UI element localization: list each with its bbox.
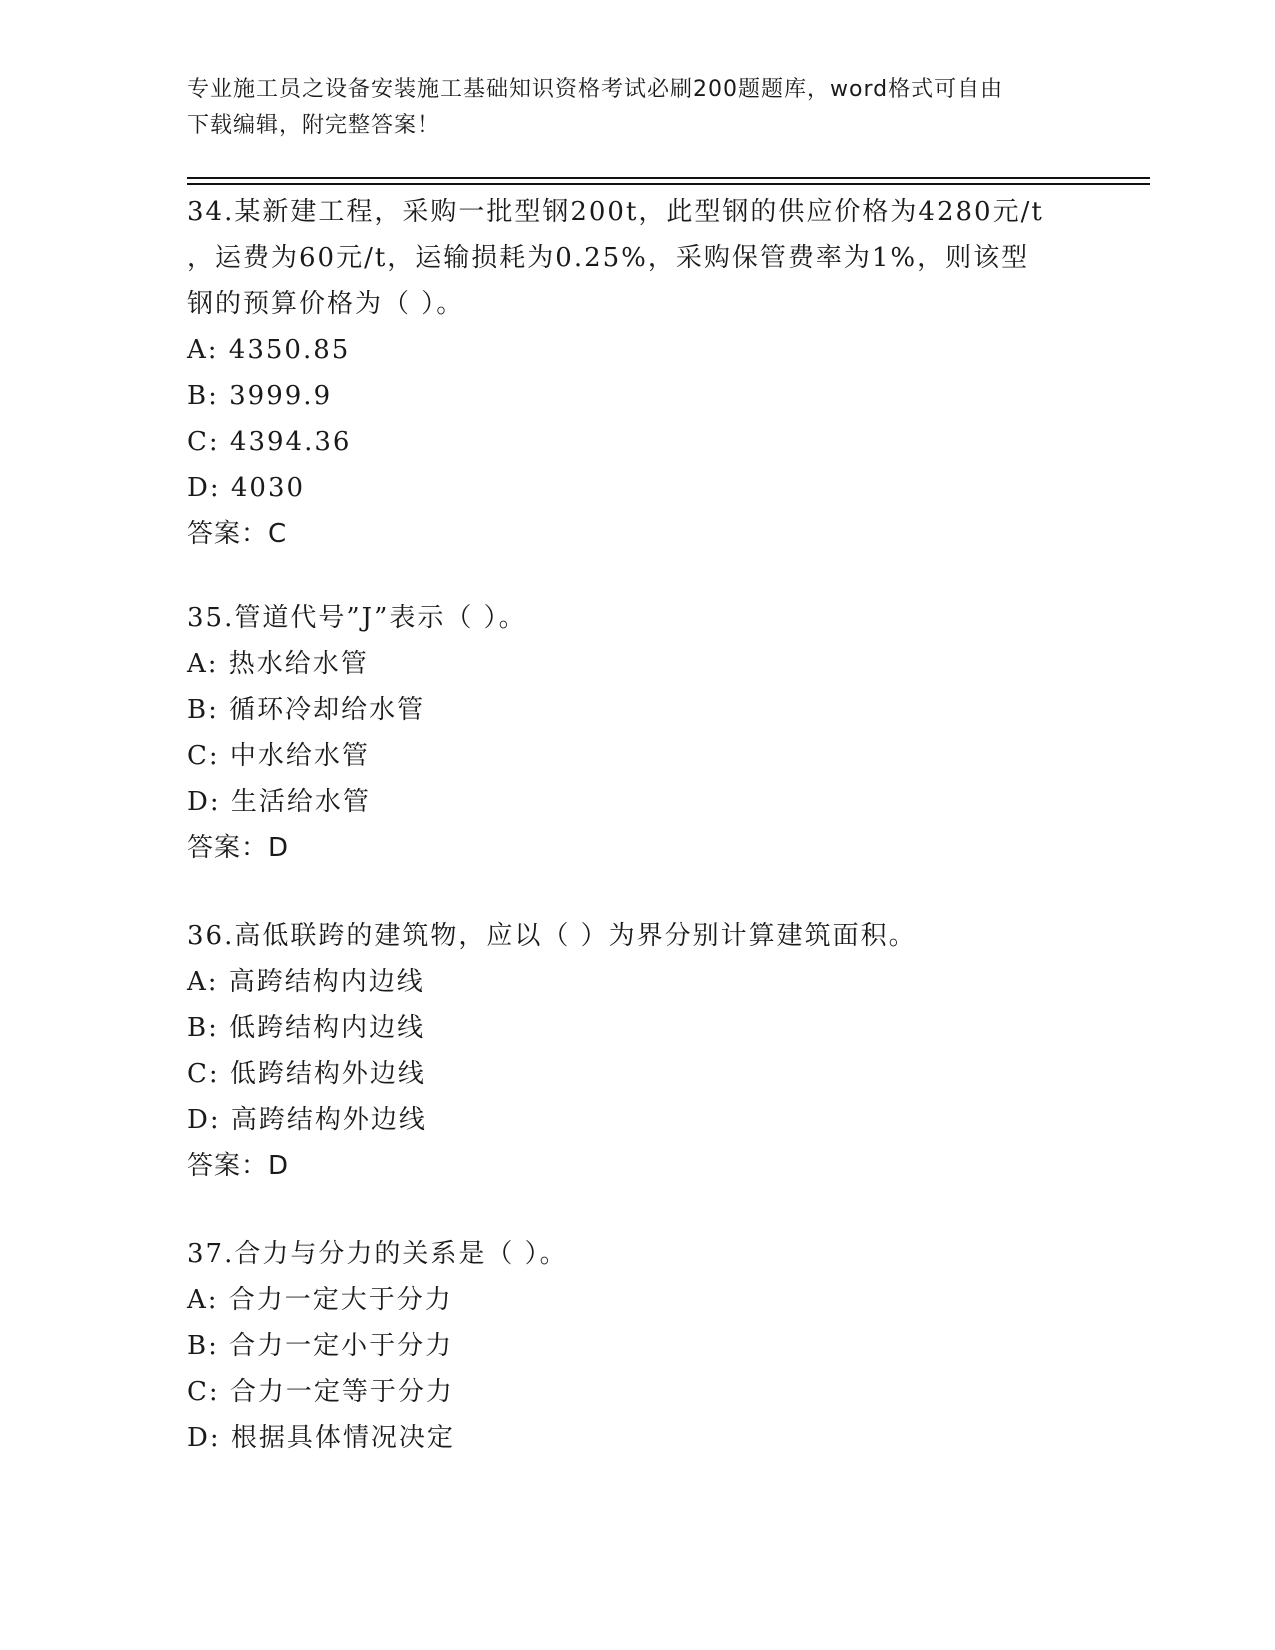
- header-divider-bottom: [187, 183, 1150, 185]
- question-text-line: ，运费为60元/t，运输损耗为0.25%，采购保管费率为1%，则该型: [187, 243, 1030, 273]
- answer-label: 答案：D: [187, 833, 290, 863]
- option-d: D: 4030: [187, 473, 306, 503]
- question-35: [187, 595, 1087, 871]
- header-line-2: 下载编辑，附完整答案！: [187, 113, 441, 138]
- question-text-line: 36.高低联跨的建筑物，应以（ ）为界分别计算建筑面积。: [187, 921, 917, 951]
- option-a: A: 高跨结构内边线: [187, 967, 425, 997]
- option-d: D: 根据具体情况决定: [187, 1423, 455, 1453]
- question-text-line: 35.管道代号”J”表示（ ）。: [187, 603, 527, 633]
- question-37: [187, 1231, 1087, 1461]
- option-c: C: 中水给水管: [187, 741, 370, 771]
- answer-label: 答案：D: [187, 1151, 290, 1181]
- option-d: D: 高跨结构外边线: [187, 1105, 427, 1135]
- option-c: C: 合力一定等于分力: [187, 1377, 454, 1407]
- question-36: [187, 913, 1087, 1189]
- option-b: B: 循环冷却给水管: [187, 695, 426, 725]
- question-text-line: 37.合力与分力的关系是（ ）。: [187, 1239, 568, 1269]
- option-c: C: 低跨结构外边线: [187, 1059, 426, 1089]
- option-b: B: 低跨结构内边线: [187, 1013, 426, 1043]
- question-text-line: 钢的预算价格为（ ）。: [187, 289, 465, 319]
- option-a: A: 4350.85: [187, 335, 351, 365]
- header-divider-top: [187, 177, 1150, 179]
- option-b: B: 3999.9: [187, 381, 333, 411]
- question-34: [187, 189, 1087, 557]
- option-a: A: 热水给水管: [187, 649, 369, 679]
- document-header: [187, 72, 1067, 144]
- option-d: D: 生活给水管: [187, 787, 371, 817]
- option-a: A: 合力一定大于分力: [187, 1285, 453, 1315]
- header-line-1: 专业施工员之设备安装施工基础知识资格考试必刷200题题库，word格式可自由: [187, 77, 1004, 102]
- question-text-line: 34.某新建工程，采购一批型钢200t，此型钢的供应价格为4280元/t: [187, 197, 1044, 227]
- answer-label: 答案：C: [187, 519, 288, 549]
- option-c: C: 4394.36: [187, 427, 352, 457]
- option-b: B: 合力一定小于分力: [187, 1331, 454, 1361]
